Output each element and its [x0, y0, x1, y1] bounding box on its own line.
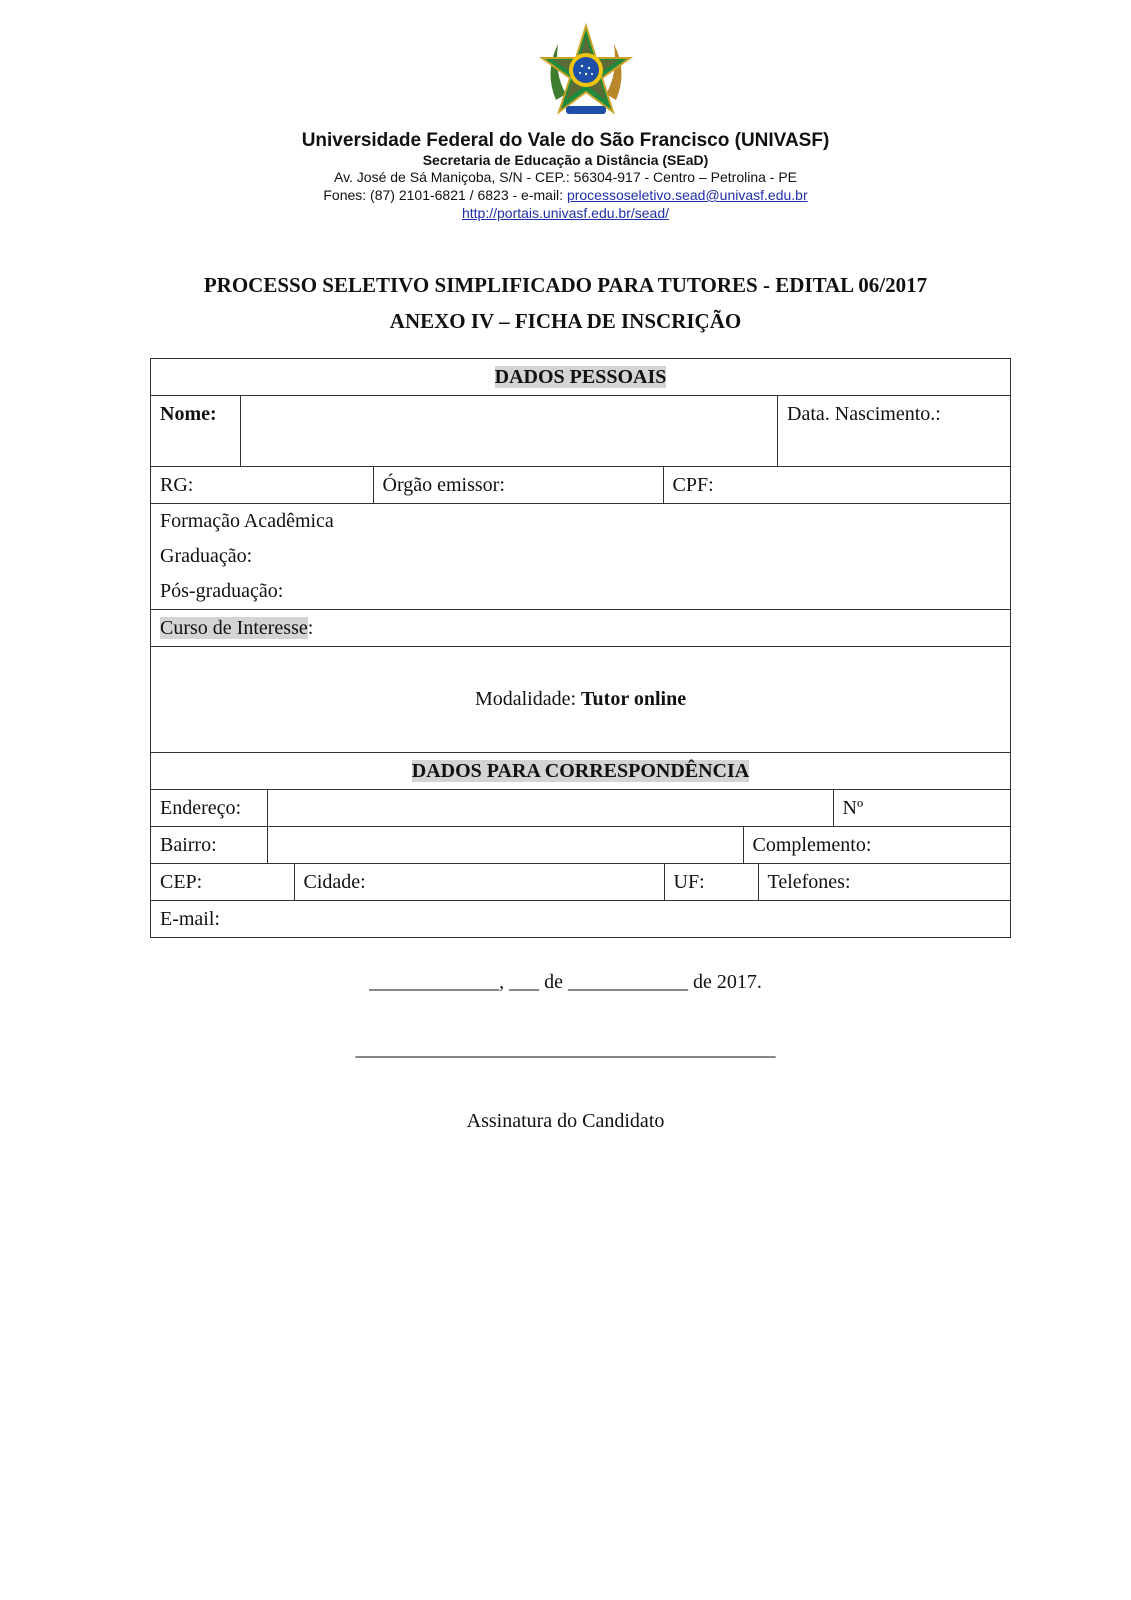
- cep-label: CEP:: [160, 871, 203, 893]
- bairro-label: Bairro:: [151, 827, 267, 863]
- annex-title: ANEXO IV – FICHA DE INSCRIÇÃO: [389, 309, 742, 333]
- complemento-label: Complemento:: [752, 834, 872, 856]
- brazil-coat-of-arms-icon: [536, 22, 636, 122]
- address-line: Av. José de Sá Maniçoba, S/N - CEP.: 56304-917 - Centro – Petrolina - PE: [333, 169, 798, 185]
- formacao-field[interactable]: [151, 504, 1011, 610]
- phone-text: Fones: (87) 2101-6821 / 6823 - e-mail:: [323, 187, 567, 203]
- nome-label: Nome:: [151, 396, 241, 467]
- email-link[interactable]: processoseletivo.sead@univasf.edu.br: [566, 187, 808, 203]
- telefones-label: Telefones:: [767, 871, 851, 893]
- rg-field[interactable]: [151, 467, 373, 503]
- data-nascimento-label: Data. Nascimento.:: [787, 403, 941, 425]
- uf-field[interactable]: [664, 864, 758, 900]
- curso-interesse-label: Curso de Interesse: [160, 617, 308, 639]
- graduacao-label: Graduação:: [160, 545, 253, 567]
- cidade-label: Cidade:: [303, 871, 366, 893]
- department-name: Secretaria de Educação a Distância (SEaD): [422, 152, 709, 168]
- section-correspondence-header: [151, 753, 1011, 790]
- complemento-field[interactable]: [743, 827, 1010, 863]
- modalidade-label: Modalidade:: [474, 688, 582, 710]
- bairro-field[interactable]: [267, 827, 743, 863]
- bairro-row: [151, 827, 1011, 864]
- endereco-label: Endereço:: [151, 790, 267, 826]
- cidade-field[interactable]: [294, 864, 664, 900]
- signature-line: __________________________________________: [355, 1038, 776, 1060]
- date-line: _____________, ___ de ____________ de 2017.: [369, 971, 762, 993]
- email-label: E-mail:: [160, 908, 220, 930]
- posgraduacao-label: Pós-graduação:: [160, 580, 284, 602]
- endereco-field[interactable]: [267, 790, 833, 826]
- nome-field[interactable]: [241, 396, 778, 467]
- formacao-label: Formação Acadêmica: [160, 510, 334, 532]
- document-title: PROCESSO SELETIVO SIMPLIFICADO PARA TUTORES - EDITAL 06/2017: [203, 273, 928, 297]
- modalidade-row: [151, 647, 1011, 753]
- registration-form-table: [150, 358, 1011, 938]
- cep-row: [151, 864, 1011, 901]
- telefones-field[interactable]: [758, 864, 1010, 900]
- contact-line: [0, 187, 1131, 203]
- section-personal-header: [151, 359, 1011, 396]
- website-link[interactable]: http://portais.univasf.edu.br/sead/: [461, 205, 669, 221]
- curso-colon: :: [307, 617, 314, 639]
- signature-label: Assinatura do Candidato: [466, 1110, 665, 1132]
- email-field[interactable]: [151, 901, 1011, 938]
- data-nascimento-field[interactable]: [778, 396, 1011, 467]
- website-line: [0, 205, 1131, 221]
- cpf-field[interactable]: [663, 467, 1010, 503]
- orgao-emissor-field[interactable]: [373, 467, 663, 503]
- modalidade-value: Tutor online: [581, 688, 687, 710]
- numero-label: Nº: [842, 797, 864, 819]
- numero-field[interactable]: [833, 790, 1010, 826]
- cpf-label: CPF:: [672, 474, 714, 496]
- orgao-emissor-label: Órgão emissor:: [382, 474, 505, 496]
- institution-name: Universidade Federal do Vale do São Francisco (UNIVASF): [301, 130, 830, 151]
- rg-label: RG:: [160, 474, 194, 496]
- section-personal-title: DADOS PESSOAIS: [494, 366, 667, 388]
- uf-label: UF:: [673, 871, 705, 893]
- section-correspondence-title: DADOS PARA CORRESPONDÊNCIA: [411, 760, 750, 782]
- cep-field[interactable]: [151, 864, 294, 900]
- id-row: [151, 467, 1011, 504]
- curso-interesse-field[interactable]: [151, 610, 1011, 647]
- endereco-row: [151, 790, 1011, 827]
